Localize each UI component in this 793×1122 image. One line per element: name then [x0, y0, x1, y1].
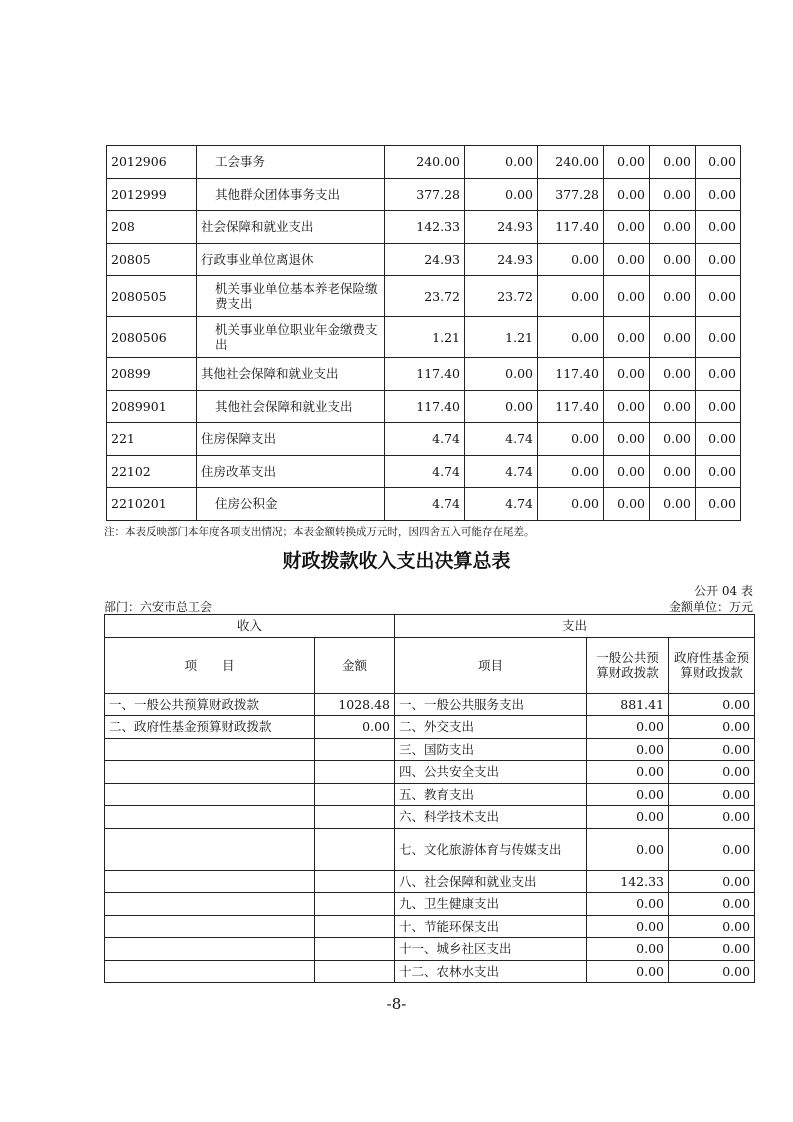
table-row [107, 276, 741, 317]
general-budget-header: 一般公共预算财政拨款 [587, 637, 669, 693]
amount-cell: 377.28 [538, 178, 604, 211]
table-row [107, 455, 741, 488]
amount-cell: 0.00 [465, 146, 538, 179]
page-title: 财政拨款收入支出决算总表 [282, 550, 511, 572]
amount-cell: 0.00 [538, 243, 604, 276]
amount-cell: 0.00 [650, 423, 696, 456]
amount-cell: 0.00 [604, 358, 650, 391]
amount-cell: 117.40 [385, 390, 465, 423]
expense-item-cell: 十二、农林水支出 [395, 960, 587, 983]
amount-cell: 0.00 [696, 390, 741, 423]
general-budget-cell: 0.00 [587, 960, 669, 983]
general-budget-cell: 0.00 [587, 783, 669, 806]
income-amount-cell [315, 893, 395, 916]
table-row [105, 915, 755, 938]
amount-cell: 0.00 [650, 243, 696, 276]
income-item-cell [105, 960, 315, 983]
amount-cell: 23.72 [385, 276, 465, 317]
amount-cell: 0.00 [604, 276, 650, 317]
amount-cell: 4.74 [465, 488, 538, 521]
subject-name-cell: 机关事业单位职业年金缴费支出 [197, 317, 385, 358]
amount-cell: 0.00 [650, 178, 696, 211]
amount-cell: 117.40 [538, 390, 604, 423]
table-row [107, 146, 741, 179]
subject-code-cell: 20899 [107, 358, 197, 391]
amount-cell: 24.93 [465, 211, 538, 244]
subject-name-cell: 社会保障和就业支出 [197, 211, 385, 244]
subject-name-cell: 其他社会保障和就业支出 [197, 358, 385, 391]
general-budget-cell: 0.00 [587, 738, 669, 761]
expense-item-header: 项目 [395, 637, 587, 693]
general-budget-cell: 0.00 [587, 761, 669, 784]
amount-cell: 0.00 [538, 488, 604, 521]
income-item-cell [105, 828, 315, 870]
form-number: 公开 04 表 [694, 584, 753, 598]
amount-cell: 117.40 [385, 358, 465, 391]
expense-item-cell: 一、一般公共服务支出 [395, 693, 587, 716]
expense-item-cell: 七、文化旅游体育与传媒支出 [395, 828, 587, 870]
income-item-cell [105, 870, 315, 893]
table-row [107, 423, 741, 456]
amount-cell: 0.00 [696, 455, 741, 488]
subject-code-cell: 2210201 [107, 488, 197, 521]
fund-budget-cell: 0.00 [669, 716, 755, 739]
subject-name-cell: 住房改革支出 [197, 455, 385, 488]
table-row [107, 317, 741, 358]
table-row [107, 488, 741, 521]
table-row [105, 938, 755, 961]
fund-budget-header: 政府性基金预算财政拨款 [669, 637, 755, 693]
income-item-cell [105, 783, 315, 806]
amount-cell: 0.00 [696, 317, 741, 358]
amount-cell: 1.21 [465, 317, 538, 358]
amount-cell: 0.00 [650, 317, 696, 358]
amount-cell: 0.00 [650, 146, 696, 179]
general-budget-cell: 0.00 [587, 716, 669, 739]
fund-budget-cell: 0.00 [669, 960, 755, 983]
fund-budget-cell: 0.00 [669, 915, 755, 938]
amount-cell: 0.00 [650, 488, 696, 521]
subject-code-cell: 208 [107, 211, 197, 244]
amount-cell: 0.00 [696, 488, 741, 521]
income-item-cell: 二、政府性基金预算财政拨款 [105, 716, 315, 739]
amount-cell: 0.00 [465, 178, 538, 211]
subject-code-cell: 2012906 [107, 146, 197, 179]
amount-cell: 0.00 [604, 146, 650, 179]
amount-cell: 0.00 [696, 358, 741, 391]
amount-cell: 0.00 [696, 211, 741, 244]
general-budget-cell: 0.00 [587, 893, 669, 916]
fund-budget-cell: 0.00 [669, 893, 755, 916]
amount-cell: 23.72 [465, 276, 538, 317]
amount-cell: 0.00 [650, 390, 696, 423]
general-budget-cell: 881.41 [587, 693, 669, 716]
income-item-cell [105, 893, 315, 916]
subject-code-cell: 2080506 [107, 317, 197, 358]
amount-cell: 0.00 [538, 276, 604, 317]
income-amount-cell: 1028.48 [315, 693, 395, 716]
amount-cell: 1.21 [385, 317, 465, 358]
expenditure-detail-table [106, 145, 741, 521]
amount-cell: 4.74 [385, 423, 465, 456]
amount-cell: 0.00 [604, 178, 650, 211]
income-item-header: 项 目 [105, 637, 315, 693]
expense-item-cell: 五、教育支出 [395, 783, 587, 806]
amount-cell: 0.00 [538, 317, 604, 358]
expense-item-cell: 八、社会保障和就业支出 [395, 870, 587, 893]
table-row [105, 893, 755, 916]
amount-cell: 240.00 [538, 146, 604, 179]
income-item-cell [105, 738, 315, 761]
amount-cell: 117.40 [538, 211, 604, 244]
amount-cell: 117.40 [538, 358, 604, 391]
table-row [105, 828, 755, 870]
fund-budget-cell: 0.00 [669, 828, 755, 870]
amount-cell: 0.00 [696, 276, 741, 317]
amount-cell: 24.93 [385, 243, 465, 276]
amount-cell: 0.00 [604, 317, 650, 358]
subject-code-cell: 221 [107, 423, 197, 456]
fund-budget-cell: 0.00 [669, 693, 755, 716]
fund-budget-cell: 0.00 [669, 761, 755, 784]
table-row [105, 738, 755, 761]
income-amount-cell: 0.00 [315, 716, 395, 739]
amount-cell: 0.00 [696, 423, 741, 456]
amount-cell: 24.93 [465, 243, 538, 276]
amount-cell: 0.00 [538, 455, 604, 488]
income-item-cell [105, 915, 315, 938]
subject-name-cell: 其他群众团体事务支出 [197, 178, 385, 211]
table-row [105, 693, 755, 716]
income-amount-cell [315, 738, 395, 761]
table-row [107, 211, 741, 244]
subject-code-cell: 2089901 [107, 390, 197, 423]
table-row [105, 761, 755, 784]
page-number: -8- [386, 995, 407, 1013]
expense-header: 支出 [395, 615, 755, 638]
amount-cell: 0.00 [604, 390, 650, 423]
fund-budget-cell: 0.00 [669, 783, 755, 806]
fund-budget-cell: 0.00 [669, 806, 755, 829]
expense-item-cell: 四、公共安全支出 [395, 761, 587, 784]
table-row [105, 783, 755, 806]
expense-item-cell: 十、节能环保支出 [395, 915, 587, 938]
expense-item-cell: 六、科学技术支出 [395, 806, 587, 829]
amount-cell: 4.74 [385, 488, 465, 521]
income-item-cell [105, 806, 315, 829]
department-label: 部门：六安市总工会 [104, 600, 213, 614]
fund-budget-cell: 0.00 [669, 738, 755, 761]
amount-cell: 0.00 [696, 243, 741, 276]
subject-code-cell: 20805 [107, 243, 197, 276]
amount-cell: 142.33 [385, 211, 465, 244]
subject-name-cell: 住房公积金 [197, 488, 385, 521]
amount-cell: 0.00 [604, 211, 650, 244]
subject-name-cell: 住房保障支出 [197, 423, 385, 456]
expense-item-cell: 三、国防支出 [395, 738, 587, 761]
amount-cell: 0.00 [696, 146, 741, 179]
income-amount-cell [315, 828, 395, 870]
expense-item-cell: 十一、城乡社区支出 [395, 938, 587, 961]
income-amount-cell [315, 915, 395, 938]
subject-code-cell: 2080505 [107, 276, 197, 317]
income-amount-cell [315, 761, 395, 784]
amount-cell: 4.74 [465, 423, 538, 456]
expense-item-cell: 二、外交支出 [395, 716, 587, 739]
fund-budget-cell: 0.00 [669, 938, 755, 961]
income-amount-cell [315, 783, 395, 806]
amount-cell: 0.00 [604, 455, 650, 488]
amount-cell: 0.00 [538, 423, 604, 456]
unit-label: 金额单位：万元 [668, 600, 753, 614]
income-amount-cell [315, 870, 395, 893]
amount-cell: 0.00 [604, 423, 650, 456]
table-row [105, 806, 755, 829]
amount-cell: 0.00 [604, 243, 650, 276]
table-row [105, 716, 755, 739]
amount-cell: 0.00 [650, 358, 696, 391]
subject-name-cell: 行政事业单位离退休 [197, 243, 385, 276]
amount-cell: 4.74 [385, 455, 465, 488]
table-row [107, 390, 741, 423]
fund-budget-cell: 0.00 [669, 870, 755, 893]
expense-item-cell: 九、卫生健康支出 [395, 893, 587, 916]
amount-cell: 240.00 [385, 146, 465, 179]
table-row [107, 178, 741, 211]
amount-cell: 0.00 [604, 488, 650, 521]
general-budget-cell: 142.33 [587, 870, 669, 893]
income-item-cell [105, 938, 315, 961]
income-amount-header: 金额 [315, 637, 395, 693]
amount-cell: 0.00 [650, 455, 696, 488]
amount-cell: 0.00 [650, 211, 696, 244]
income-item-cell [105, 761, 315, 784]
general-budget-cell: 0.00 [587, 915, 669, 938]
income-header: 收入 [105, 615, 395, 638]
income-item-cell: 一、一般公共预算财政拨款 [105, 693, 315, 716]
amount-cell: 0.00 [465, 390, 538, 423]
amount-cell: 0.00 [650, 276, 696, 317]
general-budget-cell: 0.00 [587, 828, 669, 870]
table-row [105, 960, 755, 983]
amount-cell: 377.28 [385, 178, 465, 211]
general-budget-cell: 0.00 [587, 938, 669, 961]
table-row [107, 243, 741, 276]
subject-name-cell: 机关事业单位基本养老保险缴费支出 [197, 276, 385, 317]
income-amount-cell [315, 806, 395, 829]
table-note: 注：本表反映部门本年度各项支出情况；本表金额转换成万元时，因四舍五入可能存在尾差。 [104, 526, 535, 538]
income-amount-cell [315, 938, 395, 961]
general-budget-cell: 0.00 [587, 806, 669, 829]
amount-cell: 4.74 [465, 455, 538, 488]
fiscal-summary-table [104, 614, 755, 983]
table-row [105, 870, 755, 893]
amount-cell: 0.00 [696, 178, 741, 211]
amount-cell: 0.00 [465, 358, 538, 391]
subject-code-cell: 22102 [107, 455, 197, 488]
subject-name-cell: 其他社会保障和就业支出 [197, 390, 385, 423]
income-amount-cell [315, 960, 395, 983]
subject-code-cell: 2012999 [107, 178, 197, 211]
table-row [107, 358, 741, 391]
subject-name-cell: 工会事务 [197, 146, 385, 179]
